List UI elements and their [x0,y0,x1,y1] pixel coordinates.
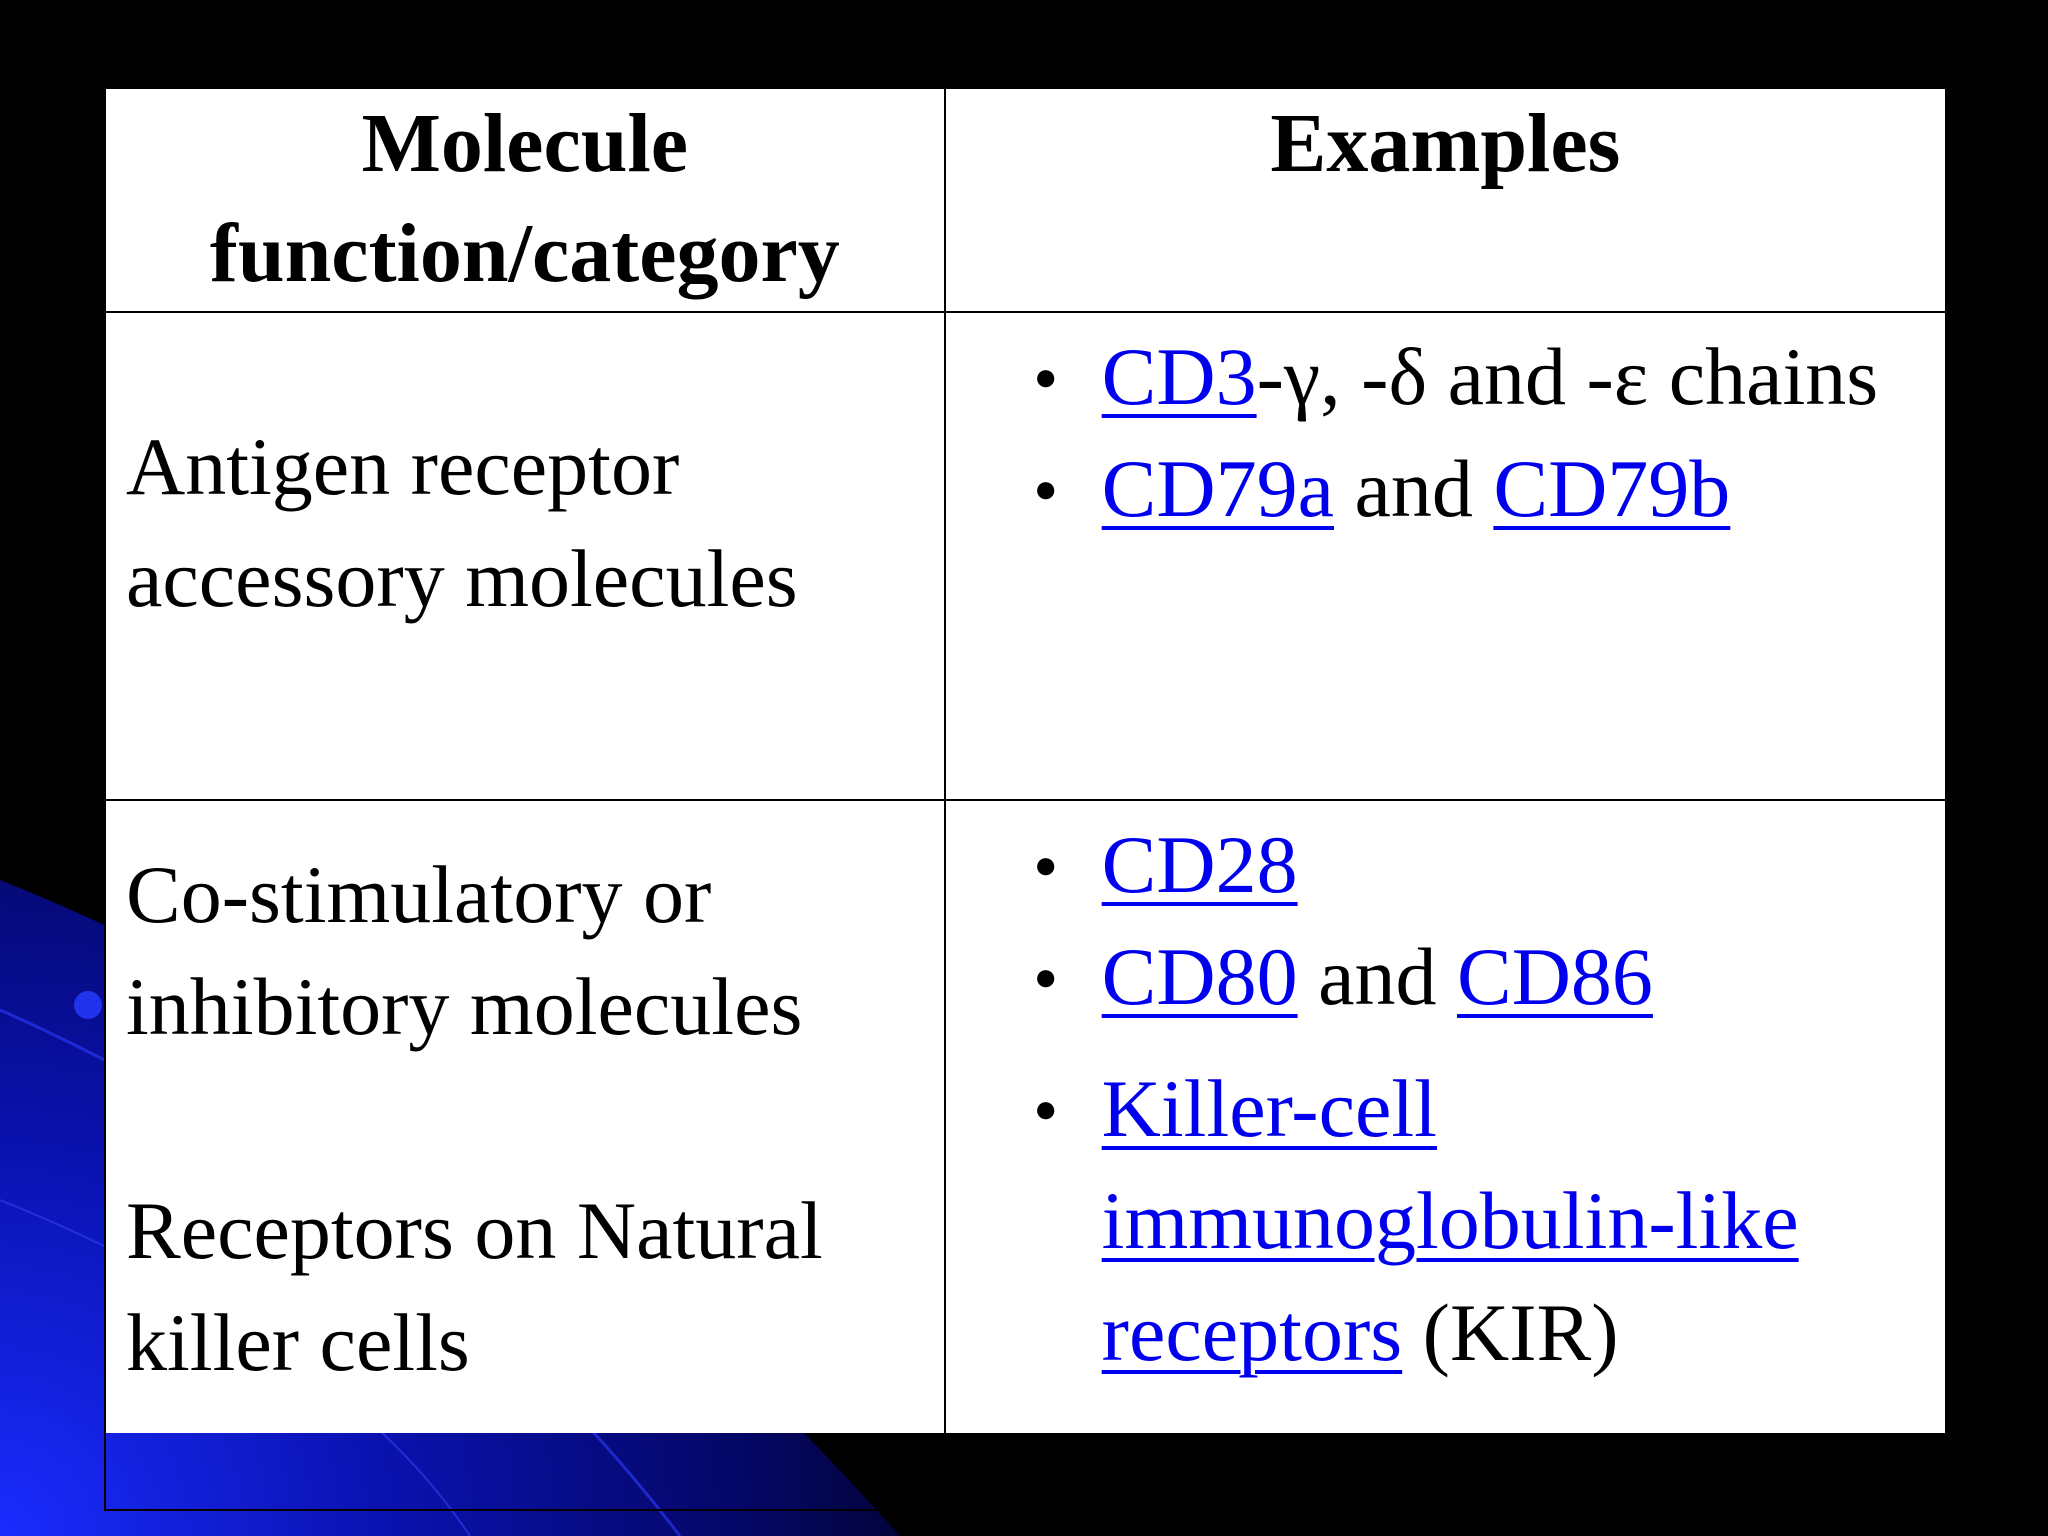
example-text: (KIR) [1402,1287,1619,1378]
category-cell [105,800,945,1510]
link-cd86[interactable]: CD86 [1457,931,1653,1022]
table-row [105,800,1946,1510]
category-text: Receptors on Natural killer cells [126,1185,823,1388]
list-item [946,433,1945,545]
list-item [946,1053,1945,1389]
header-category-line2: function/category [209,207,840,300]
examples-cell [945,800,1946,1510]
examples-list [946,321,1945,545]
link-cd3[interactable]: CD3 [1101,331,1257,422]
bullet-icon: ● [1033,843,1058,887]
link-cd79b[interactable]: CD79b [1493,443,1731,534]
list-item [946,809,1945,921]
link-kir[interactable]: Killer-cell immunoglobulin-like receptors [1101,1063,1799,1378]
header-category [105,88,945,312]
header-examples: Examples [945,88,1946,312]
header-category-line1: Molecule [361,97,689,190]
table-row [105,312,1946,800]
bullet-icon: ● [1033,955,1058,999]
joiner-text: and [1297,931,1457,1022]
content-panel [104,87,1947,1433]
list-item [946,321,1945,433]
example-text: -γ, -δ and -ε chains [1256,331,1879,422]
examples-cell [945,312,1946,800]
bullet-icon: ● [1033,467,1058,511]
category-text: Antigen receptor accessory molecules [126,421,798,624]
link-cd80[interactable]: CD80 [1101,931,1298,1022]
bullet-icon: ● [1033,1087,1058,1131]
joiner-text: and [1333,443,1494,534]
table-header-row [105,88,1946,312]
category-cell [105,312,945,800]
link-cd28[interactable]: CD28 [1101,819,1298,910]
decorative-dot-icon [74,991,102,1019]
list-item [946,921,1945,1033]
molecule-table [104,87,1947,1511]
category-text: Co-stimulatory or inhibitory molecules [126,849,803,1052]
link-cd79a[interactable]: CD79a [1101,443,1334,534]
examples-list [946,809,1945,1389]
bullet-icon: ● [1033,355,1058,399]
